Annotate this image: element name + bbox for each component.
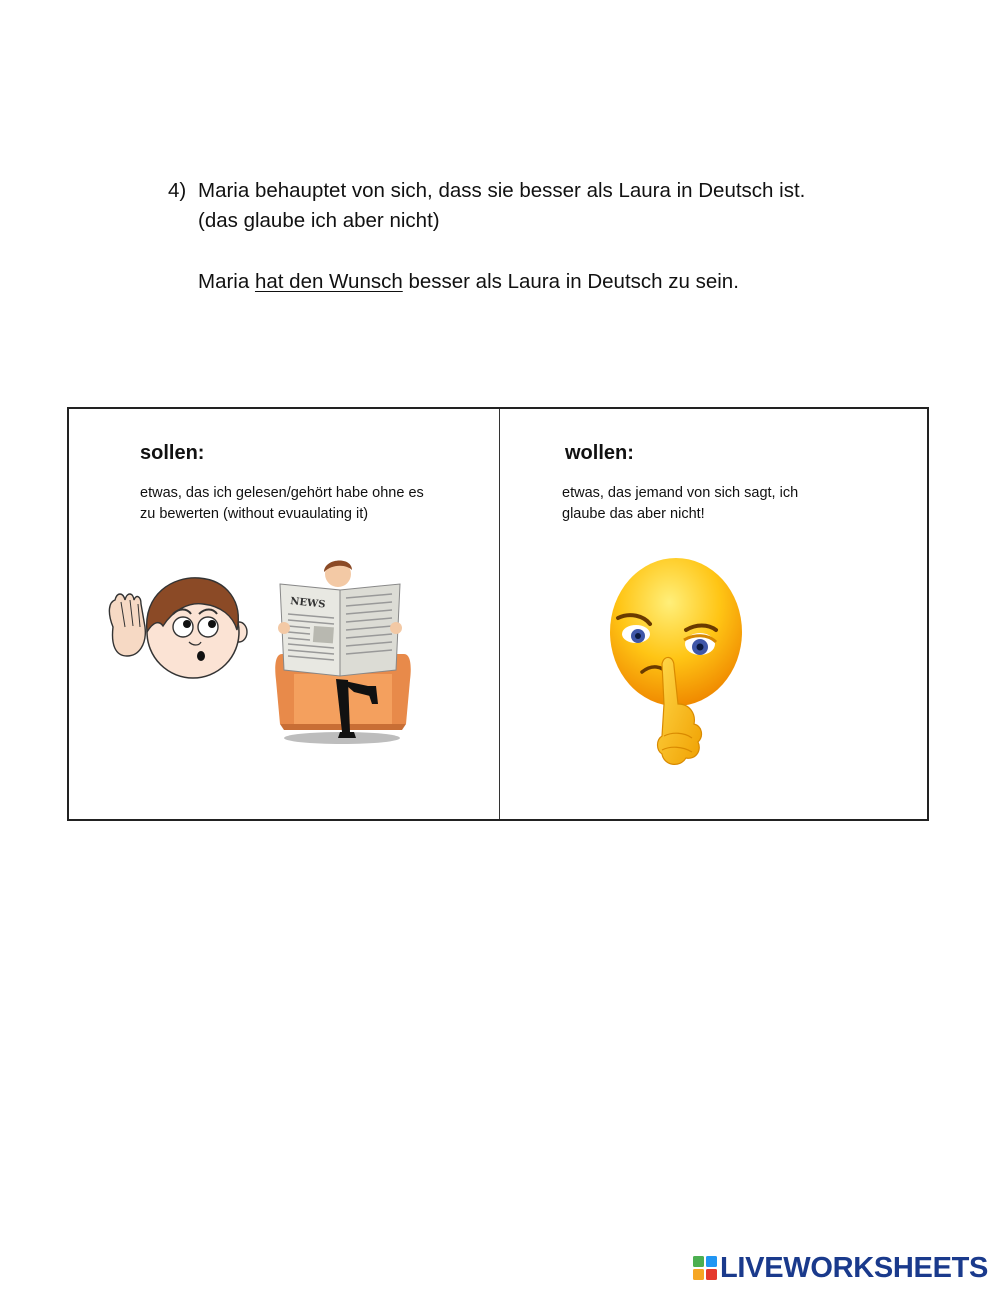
explanation-box xyxy=(67,407,929,821)
logo-text: LIVEWORKSHEETS xyxy=(720,1251,989,1284)
liveworksheets-logo xyxy=(693,1253,988,1283)
answer-underlined: hat den Wunsch xyxy=(254,270,403,293)
exercise-note: (das glaube ich aber nicht) xyxy=(198,209,440,232)
answer-prefix: Maria xyxy=(198,270,255,293)
listening-boy-icon xyxy=(103,572,253,682)
answer-suffix: besser als Laura in Deutsch zu sein. xyxy=(402,270,739,293)
exercise-answer xyxy=(198,267,928,297)
exercise-body xyxy=(198,176,928,297)
logo-blocks-icon xyxy=(693,1256,717,1280)
doubtful-emoji-icon xyxy=(604,554,754,774)
sollen-title: sollen: xyxy=(140,442,205,464)
newspaper-label: NEWS xyxy=(289,596,326,611)
column-divider xyxy=(499,409,500,819)
exercise-number: 4) xyxy=(168,179,187,202)
newspaper-reader-icon xyxy=(274,554,414,746)
wollen-title: wollen: xyxy=(565,442,634,464)
exercise-sentence: Maria behauptet von sich, dass sie besser als Laura in Deutsch ist. xyxy=(198,179,806,202)
sollen-description: etwas, das ich gelesen/gehört habe ohne es zu bewerten (without evuaulating it) xyxy=(140,485,424,522)
wollen-description: etwas, das jemand von sich sagt, ich glaube das aber nicht! xyxy=(562,485,799,522)
